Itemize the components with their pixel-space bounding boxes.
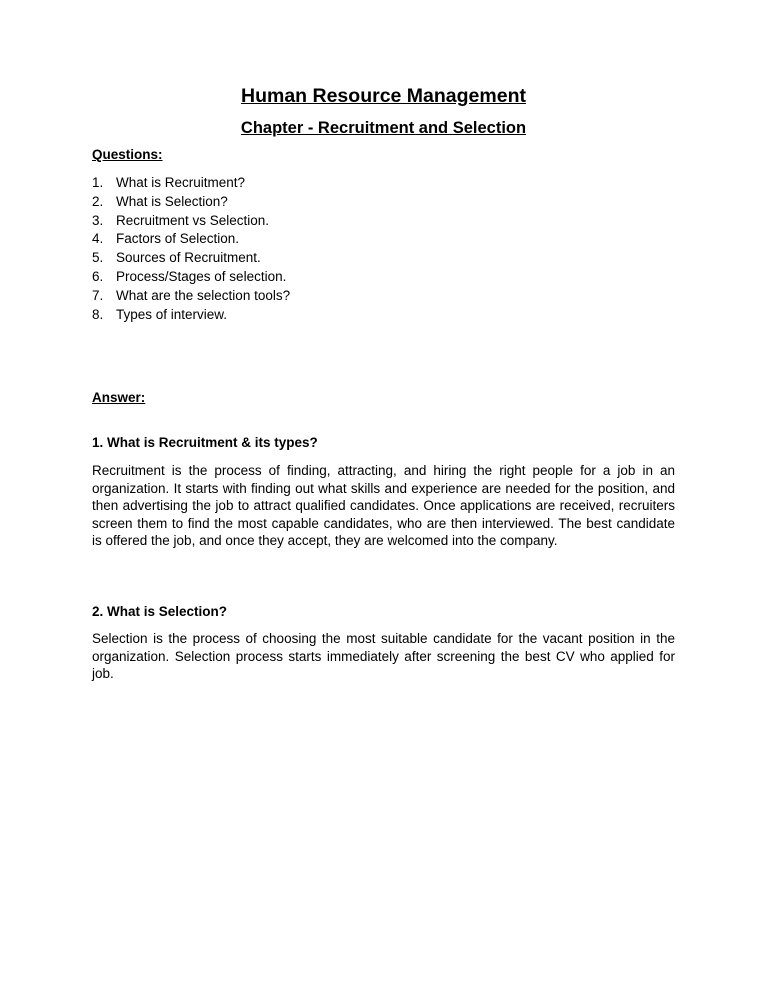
question-text: Types of interview. — [116, 306, 228, 322]
question-number: 4. — [92, 231, 104, 247]
question-number: 8. — [92, 306, 104, 322]
question-text: Recruitment vs Selection. — [116, 212, 270, 228]
question-item — [92, 174, 290, 193]
question-text: Process/Stages of selection. — [116, 268, 287, 284]
question-number: 5. — [92, 250, 104, 266]
question-item — [92, 193, 290, 212]
question-item — [92, 230, 290, 249]
question-text: What is Selection? — [116, 193, 228, 209]
question-item — [92, 287, 290, 306]
question-text: What are the selection tools? — [116, 287, 291, 303]
answer-heading-selection: 2. What is Selection? — [92, 604, 228, 619]
question-text: Factors of Selection. — [116, 231, 240, 247]
questions-list — [92, 174, 290, 324]
answer-body-selection: Selection is the process of choosing the most suitable candidate for the vacant position in the organization. Selection process starts immediately after screening the best CV who applied for job. — [92, 631, 675, 681]
question-item — [92, 306, 290, 325]
answer-body-recruitment: Recruitment is the process of finding, attracting, and hiring the right people for a job in an organization. It starts with finding out what skills and experience are needed for the position, and then advertising the job to attract qualified candidates. Once applications are received, recruiters screen them to find the most capable candidates, who are then interviewed. The best candidate is offered the job, and once they accept, they are welcomed into the company. — [92, 463, 675, 548]
question-number: 3. — [92, 212, 104, 228]
answer-heading-recruitment: 1. What is Recruitment & its types? — [92, 435, 318, 450]
question-number: 2. — [92, 193, 104, 209]
questions-label: Questions: — [92, 147, 163, 162]
question-item — [92, 212, 290, 231]
question-text: What is Recruitment? — [116, 175, 246, 190]
document-title: Human Resource Management — [241, 85, 526, 107]
question-number: 7. — [92, 287, 104, 303]
question-item — [92, 249, 290, 268]
question-text: Sources of Recruitment. — [116, 250, 261, 266]
question-item — [92, 268, 290, 287]
chapter-subtitle: Chapter - Recruitment and Selection — [240, 119, 527, 137]
question-number: 1. — [92, 175, 104, 190]
answer-label: Answer: — [92, 390, 146, 405]
question-number: 6. — [92, 268, 104, 284]
